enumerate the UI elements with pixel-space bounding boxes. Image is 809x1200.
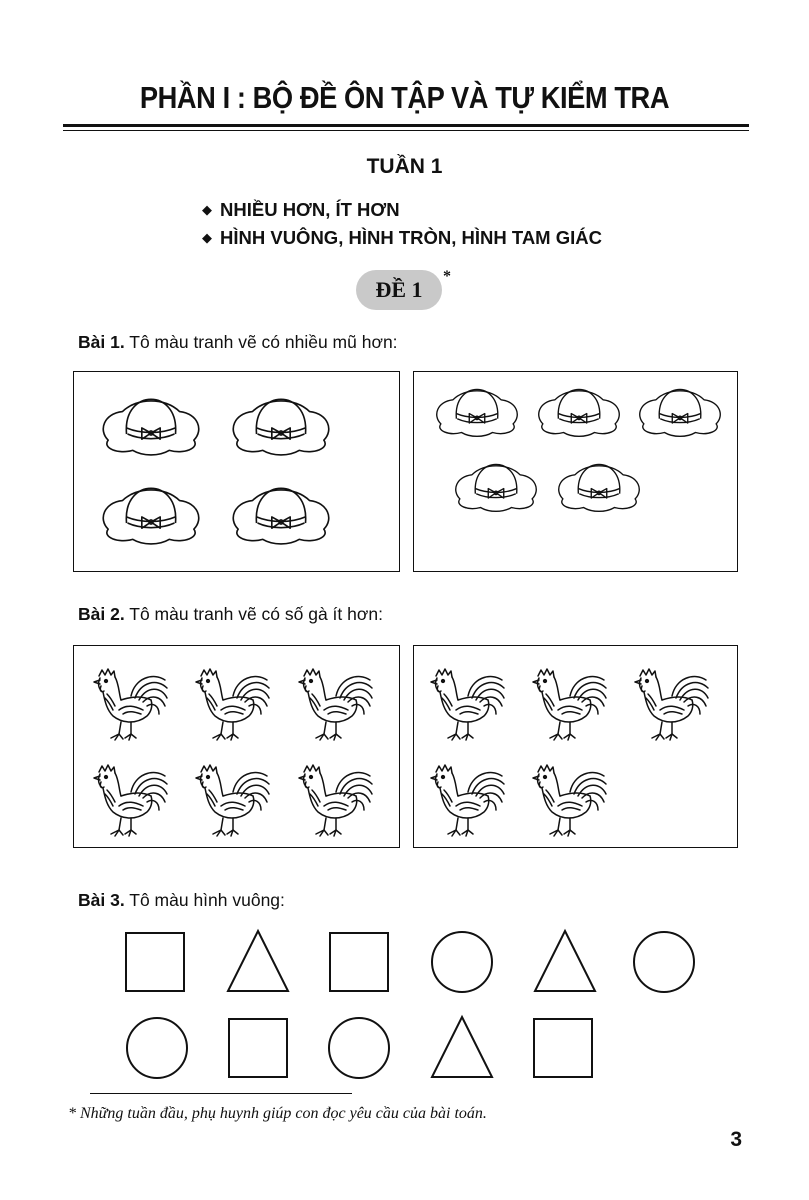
exercise-text: Tô màu hình vuông: bbox=[129, 890, 285, 910]
part-title: PHẦN I : BỘ ĐỀ ÔN TẬP VÀ TỰ KIỂM TRA bbox=[139, 80, 670, 115]
circle-shape[interactable] bbox=[127, 1018, 187, 1078]
test-badge-label: ĐỀ 1 bbox=[375, 277, 423, 302]
test-badge-footnote-marker: * bbox=[443, 268, 451, 285]
triangle-shape[interactable] bbox=[228, 931, 288, 991]
exercise-label: Bài 1. bbox=[78, 332, 125, 352]
topic-text: HÌNH VUÔNG, HÌNH TRÒN, HÌNH TAM GIÁC bbox=[220, 227, 602, 248]
exercise-text: Tô màu tranh vẽ có số gà ít hơn: bbox=[129, 604, 383, 624]
triangle-shape[interactable] bbox=[432, 1017, 492, 1077]
week-title: TUẦN 1 bbox=[366, 155, 443, 178]
diamond-bullet-icon: ◆ bbox=[202, 202, 212, 217]
footnote-rule bbox=[90, 1093, 352, 1094]
diamond-bullet-icon: ◆ bbox=[202, 230, 212, 245]
square-shape[interactable] bbox=[330, 933, 388, 991]
page-number: 3 bbox=[730, 1128, 742, 1151]
circle-shape[interactable] bbox=[634, 932, 694, 992]
triangle-shape[interactable] bbox=[535, 931, 595, 991]
exercise-label: Bài 2. bbox=[78, 604, 125, 624]
footnote: * Những tuần đầu, phụ huynh giúp con đọc yêu cầu của bài toán. bbox=[68, 1105, 487, 1122]
topic-text: NHIỀU HƠN, ÍT HƠN bbox=[220, 199, 400, 220]
exercise-text: Tô màu tranh vẽ có nhiều mũ hơn: bbox=[129, 332, 398, 352]
exercise-label: Bài 3. bbox=[78, 890, 125, 910]
square-shape[interactable] bbox=[126, 933, 184, 991]
circle-shape[interactable] bbox=[432, 932, 492, 992]
circle-shape[interactable] bbox=[329, 1018, 389, 1078]
square-shape[interactable] bbox=[229, 1019, 287, 1077]
square-shape[interactable] bbox=[534, 1019, 592, 1077]
